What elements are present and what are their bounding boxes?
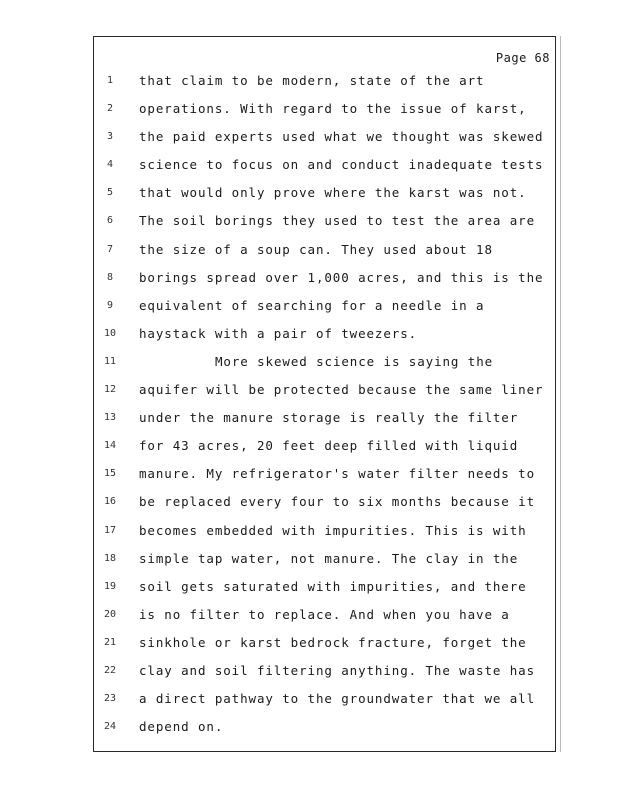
line-number: 10: [103, 327, 117, 339]
transcript-line: [0, 151, 618, 179]
transcript-line: [0, 264, 618, 292]
line-number: 5: [106, 187, 114, 199]
line-text: that would only prove where the karst was not.: [139, 185, 527, 201]
transcript-line: [0, 236, 618, 264]
line-number: 11: [103, 355, 117, 367]
line-text: becomes embedded with impurities. This is with: [139, 522, 527, 538]
line-text: clay and soil filtering anything. The waste has: [139, 662, 536, 678]
transcript-line: [0, 95, 618, 123]
line-text: simple tap water, not manure. The clay in the: [139, 550, 519, 566]
transcript-line: [0, 545, 618, 573]
transcript-line: [0, 460, 618, 488]
transcript-line: [0, 292, 618, 320]
transcript-body: [0, 67, 618, 741]
line-text: sinkhole or karst bedrock fracture, forget the: [139, 634, 527, 650]
line-number: 4: [106, 159, 114, 171]
transcript-line: [0, 123, 618, 151]
line-text: for 43 acres, 20 feet deep filled with liquid: [139, 438, 519, 454]
line-number: 22: [103, 664, 117, 676]
line-number: 6: [106, 215, 114, 227]
line-text: operations. With regard to the issue of karst,: [139, 101, 527, 117]
line-number: 23: [103, 693, 117, 705]
line-text: More skewed science is saying the: [215, 353, 494, 369]
line-number: 8: [106, 271, 114, 283]
line-text: manure. My refrigerator's water filter needs to: [139, 466, 536, 482]
line-number: 14: [103, 440, 117, 452]
transcript-line: [0, 348, 618, 376]
transcript-line: [0, 488, 618, 516]
line-number: 9: [106, 299, 114, 311]
page-number: Page 68: [495, 51, 550, 65]
line-text: be replaced every four to six months because it: [139, 494, 536, 510]
line-number: 1: [106, 75, 114, 86]
transcript-line: [0, 601, 618, 629]
line-text: aquifer will be protected because the same liner: [139, 382, 544, 398]
line-number: 21: [103, 636, 117, 648]
line-number: 19: [103, 580, 117, 592]
transcript-line: [0, 517, 618, 545]
transcript-line: [0, 657, 618, 685]
transcript-line: [0, 573, 618, 601]
scan-edge-mark: [560, 36, 561, 752]
transcript-line: [0, 432, 618, 460]
line-number: 20: [103, 608, 117, 620]
line-text: the size of a soup can. They used about 18: [139, 241, 493, 257]
line-text: that claim to be modern, state of the art: [139, 73, 485, 88]
line-number: 16: [103, 496, 117, 508]
transcript-line: [0, 404, 618, 432]
transcript-line: [0, 629, 618, 657]
line-number: 13: [103, 412, 117, 424]
line-number: 17: [103, 524, 117, 536]
transcript-line: [0, 713, 618, 741]
transcript-line: [0, 207, 618, 235]
line-text: is no filter to replace. And when you have a: [139, 606, 510, 622]
line-number: 3: [106, 131, 114, 143]
transcript-line: [0, 67, 618, 95]
line-text: a direct pathway to the groundwater that we all: [139, 691, 536, 707]
transcript-line: [0, 685, 618, 713]
line-number: 12: [103, 384, 117, 396]
transcript-line: [0, 320, 618, 348]
line-text: equivalent of searching for a needle in a: [139, 297, 485, 313]
line-number: 18: [103, 552, 117, 564]
line-text: science to focus on and conduct inadequate tests: [139, 157, 544, 173]
line-text: depend on.: [139, 719, 224, 735]
line-text: under the manure storage is really the filter: [139, 410, 519, 426]
transcript-line: [0, 376, 618, 404]
line-number: 24: [103, 721, 117, 733]
line-text: soil gets saturated with impurities, and there: [139, 578, 527, 594]
line-number: 2: [106, 103, 114, 115]
transcript-line: [0, 179, 618, 207]
line-number: 7: [106, 243, 114, 255]
line-text: the paid experts used what we thought was skewed: [139, 129, 544, 145]
line-number: 15: [103, 468, 117, 480]
line-text: The soil borings they used to test the area are: [139, 213, 536, 229]
line-text: borings spread over 1,000 acres, and this is the: [139, 269, 544, 285]
line-text: haystack with a pair of tweezers.: [139, 325, 418, 341]
